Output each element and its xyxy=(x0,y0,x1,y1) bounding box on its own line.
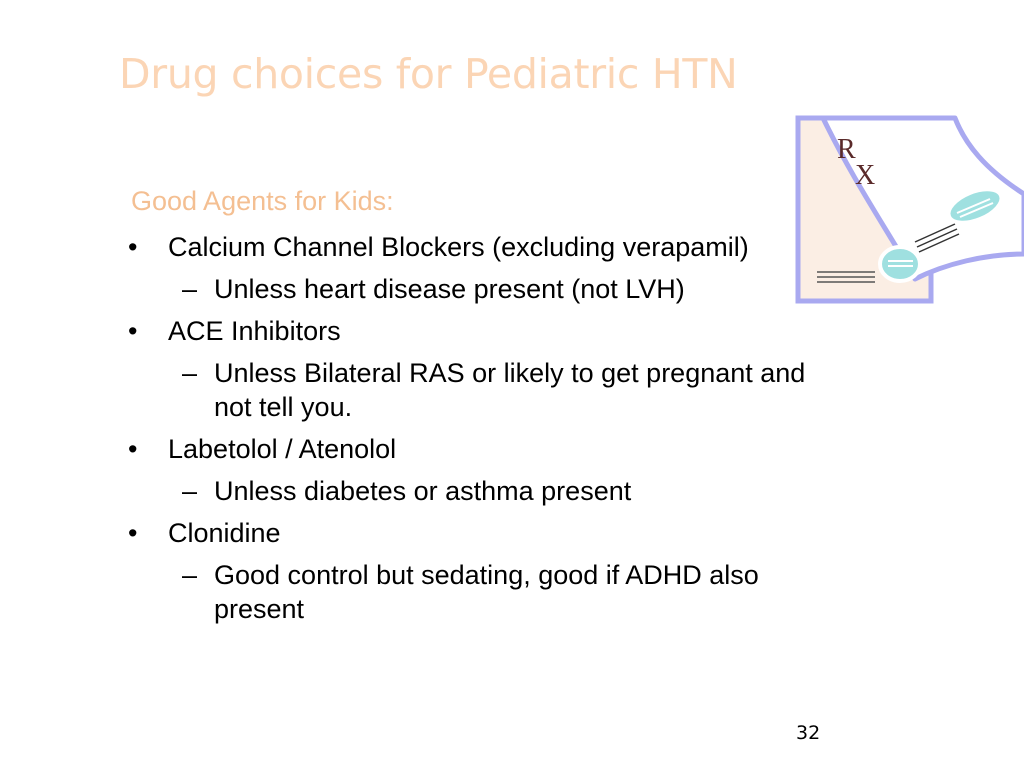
sub-bullet-item xyxy=(128,558,848,626)
bullet-item xyxy=(128,314,848,348)
bullet-list xyxy=(128,230,848,634)
sub-bullet-item xyxy=(128,474,848,508)
slide-title: Drug choices for Pediatric HTN xyxy=(119,50,738,98)
rx-letter-r: R xyxy=(837,134,856,165)
section-heading: Good Agents for Kids: xyxy=(131,186,394,216)
sub-bullet-dash: – xyxy=(182,274,198,304)
sub-bullet-item xyxy=(128,356,848,424)
sub-bullet-text: Unless Bilateral RAS or likely to get pregnant and not tell you. xyxy=(214,358,806,422)
sub-bullet-text: Unless heart disease present (not LVH) xyxy=(214,274,685,304)
bullet-text: ACE Inhibitors xyxy=(168,316,341,346)
sub-bullet-item xyxy=(128,272,848,306)
sub-bullet-dash: – xyxy=(182,358,198,388)
bullet-dot: • xyxy=(128,232,138,262)
bullet-dot: • xyxy=(128,434,138,464)
bullet-item xyxy=(128,432,848,466)
rx-letter-x: X xyxy=(855,160,876,191)
sub-bullet-text: Unless diabetes or asthma present xyxy=(214,476,632,506)
bullet-text: Labetolol / Atenolol xyxy=(168,434,397,464)
bullet-item xyxy=(128,516,848,550)
bullet-dot: • xyxy=(128,518,138,548)
sub-bullet-dash: – xyxy=(182,476,198,506)
bullet-text: Calcium Channel Blockers (excluding verapamil) xyxy=(168,232,749,262)
sub-bullet-dash: – xyxy=(182,560,198,590)
bullet-text: Clonidine xyxy=(168,518,281,548)
bullet-dot: • xyxy=(128,316,138,346)
pill-icon xyxy=(880,247,920,281)
sub-bullet-text: Good control but sedating, good if ADHD also present xyxy=(214,560,759,624)
page-number: 32 xyxy=(796,722,821,744)
bullet-item xyxy=(128,230,848,264)
